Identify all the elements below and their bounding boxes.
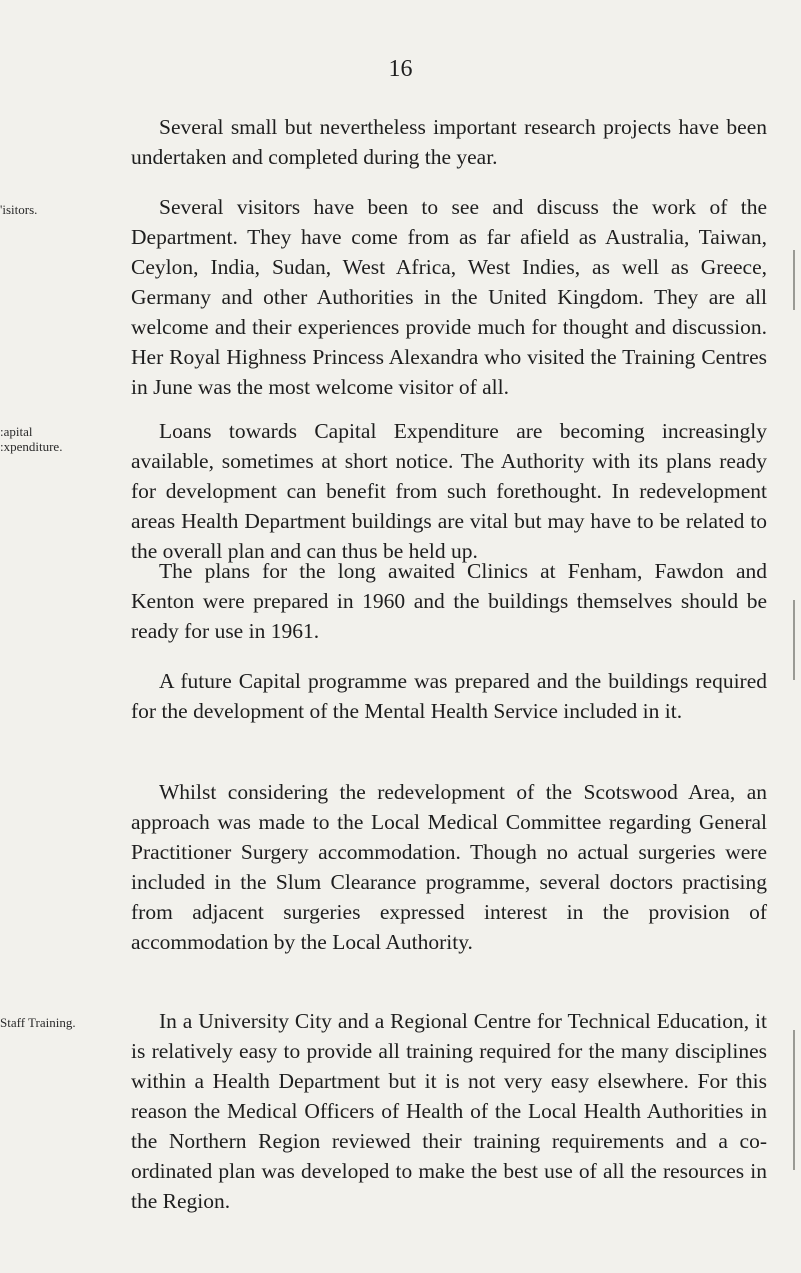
margin-note-staff-training: Staff Training. [0,1015,76,1030]
paragraph-capital-programme: A future Capital programme was prepared and the buildings required for the development of the Mental Health Service included in it. [131,669,767,723]
paragraph-clinics: The plans for the long awaited Clinics at Fenham, Fawdon and Kenton were prepared in 1960 and the buildings themselves should be ready for use in 1961. [131,559,767,643]
scan-edge-mark [793,600,795,680]
paragraph-scotswood: Whilst considering the redevelopment of the Scotswood Area, an approach was made to the Local Medical Committee regarding General Practitioner Surgery accommodation. Though no actual surgeries were included in the Slum Clearance programme, several doctors practising from adjacent surgeries expressed interest in the provision of accommodation by the Local Authority. [131,780,767,954]
paragraph-loans: Loans towards Capital Expenditure are becoming increasingly available, sometimes at short notice. The Authority with its plans ready for development can benefit from such forethought. In redevelopment areas Health Department buildings are vital but may have to be related to the overall plan and can thus be held up. [131,419,767,563]
margin-note-visitors: 'isitors. [0,202,38,217]
margin-note-capital-line2: :xpenditure. [0,439,63,454]
margin-note-capital-line1: :apital [0,424,33,439]
paragraph-training: In a University City and a Regional Centre for Technical Education, it is relatively easy to provide all training required for the many disciplines within a Health Department but it is not very easy elsewhere. For this reason the Medical Officers of Health of the Local Health Authorities in the Northern Region reviewed their training requirements and a co-ordinated plan was developed to make the best use of all the resources in the Region. [131,1009,767,1213]
paragraph-research: Several small but nevertheless important research projects have been undertaken and completed during the year. [131,115,767,169]
scan-edge-mark [793,1030,795,1170]
scan-edge-mark [793,250,795,310]
page-number: 16 [388,56,413,82]
paragraph-visitors: Several visitors have been to see and discuss the work of the Department. They have come from as far afield as Australia, Taiwan, Ceylon, India, Sudan, West Africa, West Indies, as well as Greece, Germany and other Authorities in the United Kingdom. They are all welcome and their experiences provide much for thought and discussion. Her Royal Highness Princess Alexandra who visited the Training Centres in June was the most welcome visitor of all. [131,195,767,399]
margin-note-capital-expenditure [0,424,110,454]
